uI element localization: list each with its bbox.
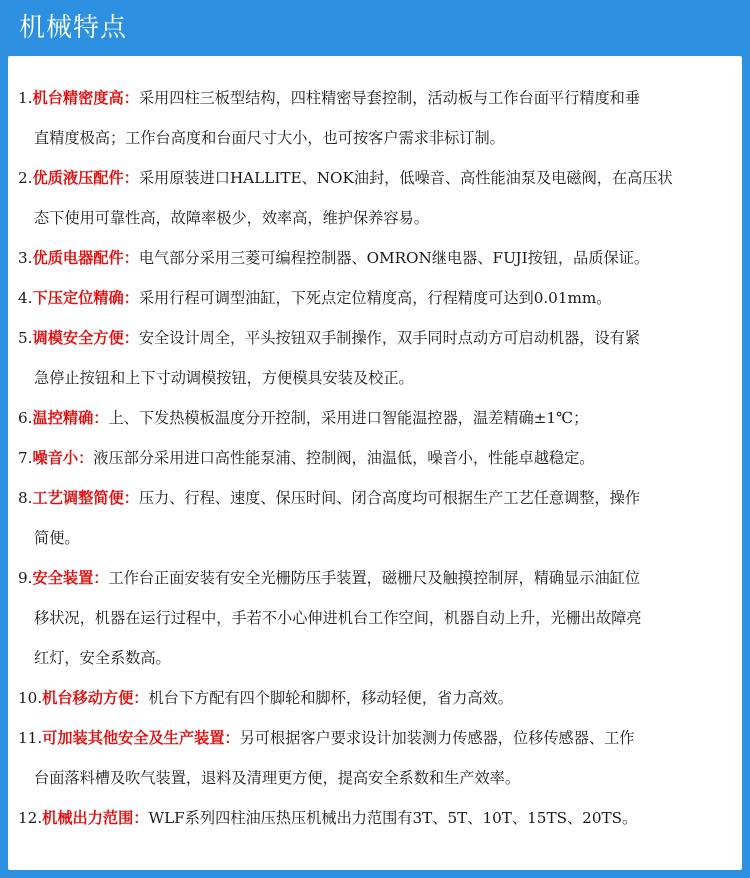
feature-number: 4. xyxy=(18,289,33,307)
feature-item-4 xyxy=(18,278,724,318)
feature-title: 机台精密度高： xyxy=(32,89,139,107)
feature-desc-cont: 急停止按钮和上下寸动调模按钮，方便模具安装及校正。 xyxy=(34,369,414,387)
feature-desc: 采用原装进口HALLITE、NOK油封，低噪音、高性能油泵及电磁阀，在高压状 xyxy=(138,169,673,187)
feature-item-12 xyxy=(18,798,724,838)
feature-desc: 另可根据客户要求设计加装测力传感器，位移传感器、工作 xyxy=(239,729,635,747)
feature-number: 9. xyxy=(18,569,33,587)
feature-desc: 液压部分采用进口高性能泵浦、控制阀，油温低，噪音小，性能卓越稳定。 xyxy=(93,449,595,467)
feature-list xyxy=(18,78,724,838)
feature-number: 12. xyxy=(18,809,43,827)
feature-number: 1. xyxy=(18,89,33,107)
feature-item-6 xyxy=(18,398,724,438)
feature-desc: 压力、行程、速度、保压时间、闭合高度均可根据生产工艺任意调整，操作 xyxy=(138,489,640,507)
feature-title: 可加装其他安全及生产装置： xyxy=(42,729,240,747)
header-bar xyxy=(0,0,750,58)
feature-number: 3. xyxy=(18,249,33,267)
feature-title: 机械出力范围： xyxy=(42,809,149,827)
feature-desc: WLF系列四柱油压热压机械出力范围有3T、5T、10T、15TS、20TS。 xyxy=(148,809,638,827)
feature-title: 安全装置： xyxy=(32,569,109,587)
feature-item-3 xyxy=(18,238,724,278)
feature-desc-cont: 移状况，机器在运行过程中，手若不小心伸进机台工作空间，机器自动上升，光栅出故障亮 xyxy=(34,609,642,627)
features-panel xyxy=(8,56,742,870)
page-title: 机械特点 xyxy=(19,13,128,43)
feature-title: 优质电器配件： xyxy=(32,249,139,267)
feature-desc-cont: 台面落料槽及吹气装置，退料及清理更方便，提高安全系数和生产效率。 xyxy=(34,769,520,787)
feature-number: 2. xyxy=(18,169,33,187)
feature-number: 5. xyxy=(18,329,33,347)
feature-title: 噪音小： xyxy=(32,449,94,467)
feature-desc-cont: 态下使用可靠性高，故障率极少，效率高，维护保养容易。 xyxy=(34,209,429,227)
feature-item-8 xyxy=(18,478,724,558)
feature-number: 11. xyxy=(18,729,43,747)
feature-number: 6. xyxy=(18,409,33,427)
feature-number: 8. xyxy=(18,489,33,507)
feature-title: 温控精确： xyxy=(32,409,109,427)
feature-title: 下压定位精确： xyxy=(32,289,139,307)
feature-desc: 上、下发热模板温度分开控制，采用进口智能温控器，温差精确±1℃； xyxy=(108,409,589,427)
feature-title: 优质液压配件： xyxy=(32,169,139,187)
feature-desc: 采用四柱三板型结构，四柱精密导套控制，活动板与工作台面平行精度和垂 xyxy=(138,89,640,107)
feature-item-7 xyxy=(18,438,724,478)
feature-item-9 xyxy=(18,558,724,678)
feature-desc: 工作台正面安装有安全光栅防压手装置，磁栅尺及触摸控制屏，精确显示油缸位 xyxy=(108,569,640,587)
feature-title: 机台移动方便： xyxy=(42,689,149,707)
feature-desc: 电气部分采用三菱可编程控制器、OMRON继电器、FUJI按钮，品质保证。 xyxy=(138,249,650,267)
feature-title: 工艺调整简便： xyxy=(32,489,139,507)
feature-desc-cont: 红灯，安全系数高。 xyxy=(34,649,171,667)
feature-item-5 xyxy=(18,318,724,398)
feature-item-11 xyxy=(18,718,724,798)
feature-item-1 xyxy=(18,78,724,158)
feature-desc-cont: 简便。 xyxy=(34,529,80,547)
feature-number: 10. xyxy=(18,689,43,707)
feature-item-2 xyxy=(18,158,724,238)
feature-desc: 采用行程可调型油缸，下死点定位精度高，行程精度可达到0.01mm。 xyxy=(138,289,612,307)
feature-desc: 安全设计周全，平头按钮双手制操作，双手同时点动方可启动机器，设有紧 xyxy=(138,329,640,347)
feature-number: 7. xyxy=(18,449,33,467)
feature-item-10 xyxy=(18,678,724,718)
feature-desc-cont: 直精度极高；工作台高度和台面尺寸大小，也可按客户需求非标订制。 xyxy=(34,129,505,147)
feature-desc: 机台下方配有四个脚轮和脚杯，移动轻便，省力高效。 xyxy=(148,689,513,707)
feature-title: 调模安全方便： xyxy=(32,329,139,347)
